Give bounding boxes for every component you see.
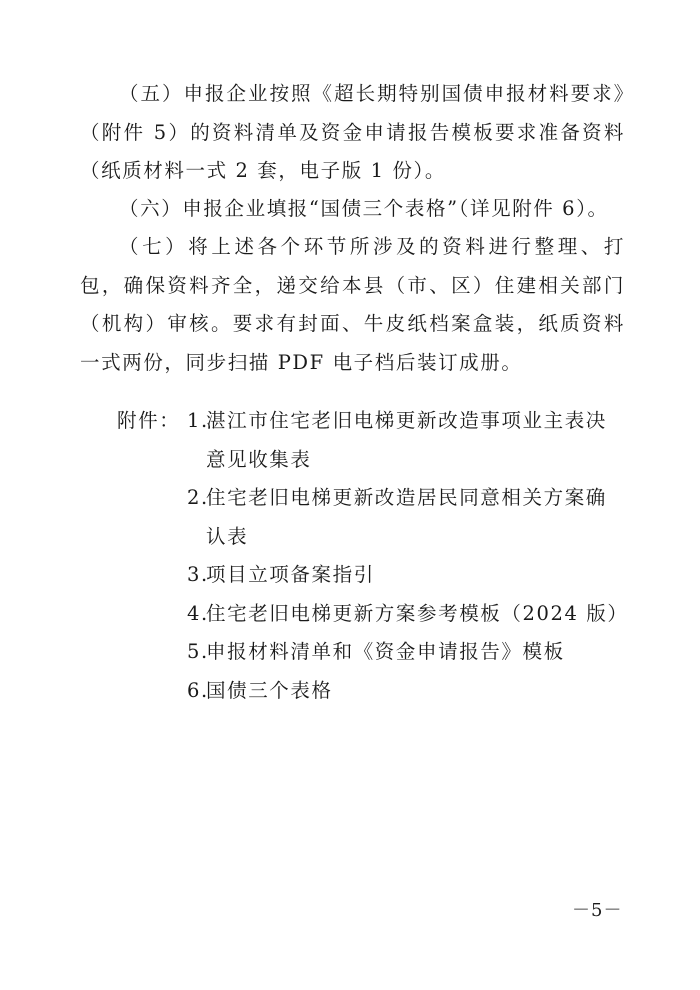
attachments-section bbox=[117, 402, 627, 710]
attachment-number: 6. bbox=[187, 678, 209, 702]
attachment-number: 3. bbox=[187, 563, 209, 586]
attachment-number: 4. bbox=[187, 601, 209, 625]
attachment-title: 项目立项备案指引 bbox=[206, 563, 375, 586]
attachment-number: 5. bbox=[187, 640, 209, 663]
attachment-item-4 bbox=[187, 595, 627, 634]
attachment-item-1 bbox=[187, 402, 627, 479]
paragraph-item-5: （五）申报企业按照《超长期特别国债申报材料要求》（附件 5）的资料清单及资金申请报告模板要求准备资料（纸质材料一式 2 套，电子版 1 份）。 bbox=[80, 82, 625, 182]
attachments-list bbox=[187, 402, 627, 710]
attachments-label: 附件： bbox=[117, 409, 181, 432]
paragraph-item-7: （七）将上述各个环节所涉及的资料进行整理、打包，确保资料齐全，递交给本县（市、区）住建相关部门（机构）审核。要求有封面、牛皮纸档案盒装，纸质资料一式两份，同步扫描 PDF 电子档后装订成册。 bbox=[80, 235, 625, 374]
attachment-title: 住宅老旧电梯更新改造居民同意相关方案确认表 bbox=[206, 486, 607, 548]
attachment-item-5 bbox=[187, 633, 627, 672]
attachment-title: 国债三个表格 bbox=[206, 678, 333, 702]
attachment-item-3 bbox=[187, 556, 627, 595]
attachment-number: 1. bbox=[187, 409, 209, 432]
page-number: －5－ bbox=[572, 900, 623, 921]
attachment-title: 住宅老旧电梯更新方案参考模板（2024 版） bbox=[206, 601, 629, 625]
attachment-title: 湛江市住宅老旧电梯更新改造事项业主表决意见收集表 bbox=[206, 409, 607, 471]
attachment-item-6 bbox=[187, 672, 627, 711]
attachment-title: 申报材料清单和《资金申请报告》模板 bbox=[206, 640, 565, 663]
attachment-number: 2. bbox=[187, 486, 209, 509]
paragraph-item-6: （六）申报企业填报“国债三个表格”（详见附件 6）。 bbox=[119, 197, 609, 220]
attachment-item-2 bbox=[187, 479, 627, 556]
